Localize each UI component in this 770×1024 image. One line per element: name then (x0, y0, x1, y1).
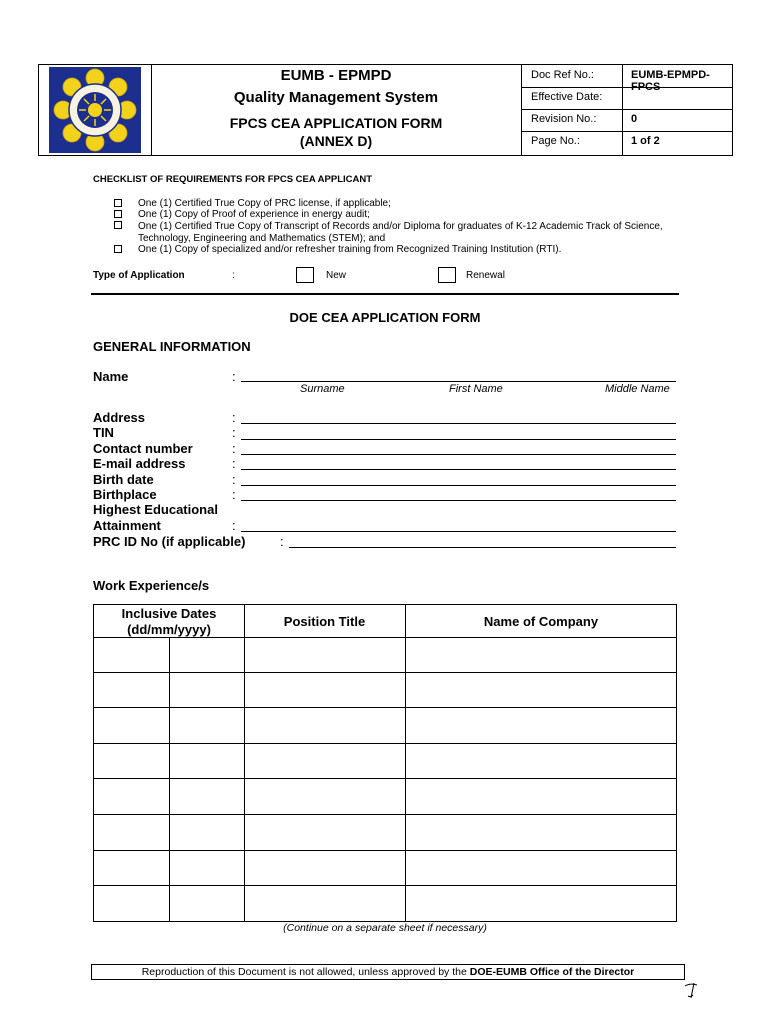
tin-colon: : (232, 425, 236, 440)
address-colon: : (232, 410, 236, 425)
section-divider (91, 293, 679, 295)
new-application-checkbox[interactable] (296, 267, 314, 283)
meta-key: Revision No.: (521, 109, 623, 131)
meta-row-effective-date (521, 87, 732, 110)
logo-cell (39, 65, 152, 155)
col-header-company: Name of Company (483, 614, 599, 629)
table-divider (405, 605, 406, 921)
renewal-option-label: Renewal (466, 270, 505, 281)
meta-key: Doc Ref No.: (521, 65, 623, 87)
work-experience-heading: Work Experience/s (93, 578, 210, 593)
tin-field[interactable] (241, 439, 676, 440)
checklist-checkbox-training[interactable] (114, 245, 122, 253)
name-label: Name (93, 369, 129, 384)
form-title: DOE CEA APPLICATION FORM (289, 310, 481, 325)
application-type-label: Type of Application (93, 270, 185, 281)
attainment-colon: : (232, 518, 236, 533)
birthplace-label: Birthplace (93, 487, 157, 502)
email-colon: : (232, 456, 236, 471)
tin-label: TIN (93, 425, 114, 440)
birthplace-field[interactable] (241, 500, 676, 501)
birth-date-colon: : (232, 472, 236, 487)
address-label: Address (93, 410, 146, 425)
form-name: FPCS CEA APPLICATION FORM (229, 115, 443, 131)
surname-caption: Surname (300, 383, 345, 395)
footer-bold-text: DOE-EUMB Office of the Director (469, 966, 635, 978)
table-divider (244, 605, 245, 921)
handwritten-initial-mark (682, 980, 702, 1002)
footer-text: Reproduction of this Document is not allowed, unless approved by the (141, 966, 470, 978)
middle-name-caption: Middle Name (605, 383, 670, 395)
checklist-checkbox-experience[interactable] (114, 210, 122, 218)
email-field[interactable] (241, 469, 676, 470)
birthplace-colon: : (232, 487, 236, 502)
application-type-colon: : (232, 270, 235, 281)
continue-note: (Continue on a separate sheet if necessary) (283, 922, 487, 934)
address-field[interactable] (241, 423, 676, 424)
renewal-application-checkbox[interactable] (438, 267, 456, 283)
name-field[interactable] (241, 381, 676, 382)
email-label: E-mail address (93, 456, 186, 471)
col-header-dates: Inclusive Dates (121, 606, 217, 621)
new-option-label: New (326, 270, 347, 281)
meta-value: 0 (631, 113, 638, 125)
checklist-item: Technology, Engineering and Mathematics (STEM); and (138, 233, 386, 244)
meta-row-revision (521, 109, 732, 132)
col-header-position: Position Title (283, 614, 366, 629)
meta-key: Page No.: (521, 131, 623, 155)
meta-row-doc-ref (521, 65, 732, 93)
prc-id-label: PRC ID No (if applicable) (93, 534, 246, 549)
contact-number-field[interactable] (241, 454, 676, 455)
system-title: Quality Management System (233, 89, 439, 106)
first-name-caption: First Name (449, 383, 503, 395)
education-field[interactable] (241, 531, 676, 532)
checklist-item: One (1) Certified True Copy of PRC license, if applicable; (138, 198, 391, 209)
table-row-divider (94, 850, 676, 851)
table-row-divider (94, 778, 676, 779)
doe-seal-logo (39, 65, 151, 155)
org-title: EUMB - EPMPD (280, 67, 392, 84)
checklist-checkbox-transcript[interactable] (114, 221, 122, 229)
work-experience-table (93, 604, 677, 922)
education-label: Highest Educational (93, 502, 218, 517)
checklist-item: One (1) Copy of Proof of experience in energy audit; (138, 209, 370, 220)
col-header-date-format: (dd/mm/yyyy) (127, 622, 211, 637)
meta-value: EUMB-EPMPD-FPCS (631, 69, 710, 93)
checklist-item: One (1) Certified True Copy of Transcript of Records and/or Diploma for graduates of K-12 Academic Track of Science, (138, 221, 663, 232)
attainment-label: Attainment (93, 518, 161, 533)
table-row-divider (94, 743, 676, 744)
prc-id-colon: : (280, 534, 284, 549)
contact-number-label: Contact number (93, 441, 193, 456)
table-row-divider (94, 885, 676, 886)
table-row-divider (94, 707, 676, 708)
birth-date-label: Birth date (93, 472, 154, 487)
name-colon: : (232, 369, 236, 384)
annex-label: (ANNEX D) (299, 133, 373, 149)
table-row-divider (94, 672, 676, 673)
table-row-divider (94, 814, 676, 815)
table-row-divider (94, 637, 676, 638)
contact-number-colon: : (232, 441, 236, 456)
document-header (38, 64, 733, 156)
header-title-cell (151, 65, 522, 155)
meta-key: Effective Date: (521, 87, 623, 109)
birth-date-field[interactable] (241, 485, 676, 486)
table-divider (169, 637, 170, 921)
general-info-heading: GENERAL INFORMATION (93, 339, 251, 354)
meta-value: 1 of 2 (631, 135, 660, 147)
checklist-item: One (1) Copy of specialized and/or refresher training from Recognized Training Institution (RTI). (138, 244, 562, 255)
footer-notice (91, 964, 685, 980)
prc-id-field[interactable] (289, 547, 676, 548)
checklist-heading: CHECKLIST OF REQUIREMENTS FOR FPCS CEA APPLICANT (93, 174, 373, 185)
meta-row-page (521, 131, 732, 155)
checklist-checkbox-prc[interactable] (114, 199, 122, 207)
meta-value (623, 87, 732, 109)
